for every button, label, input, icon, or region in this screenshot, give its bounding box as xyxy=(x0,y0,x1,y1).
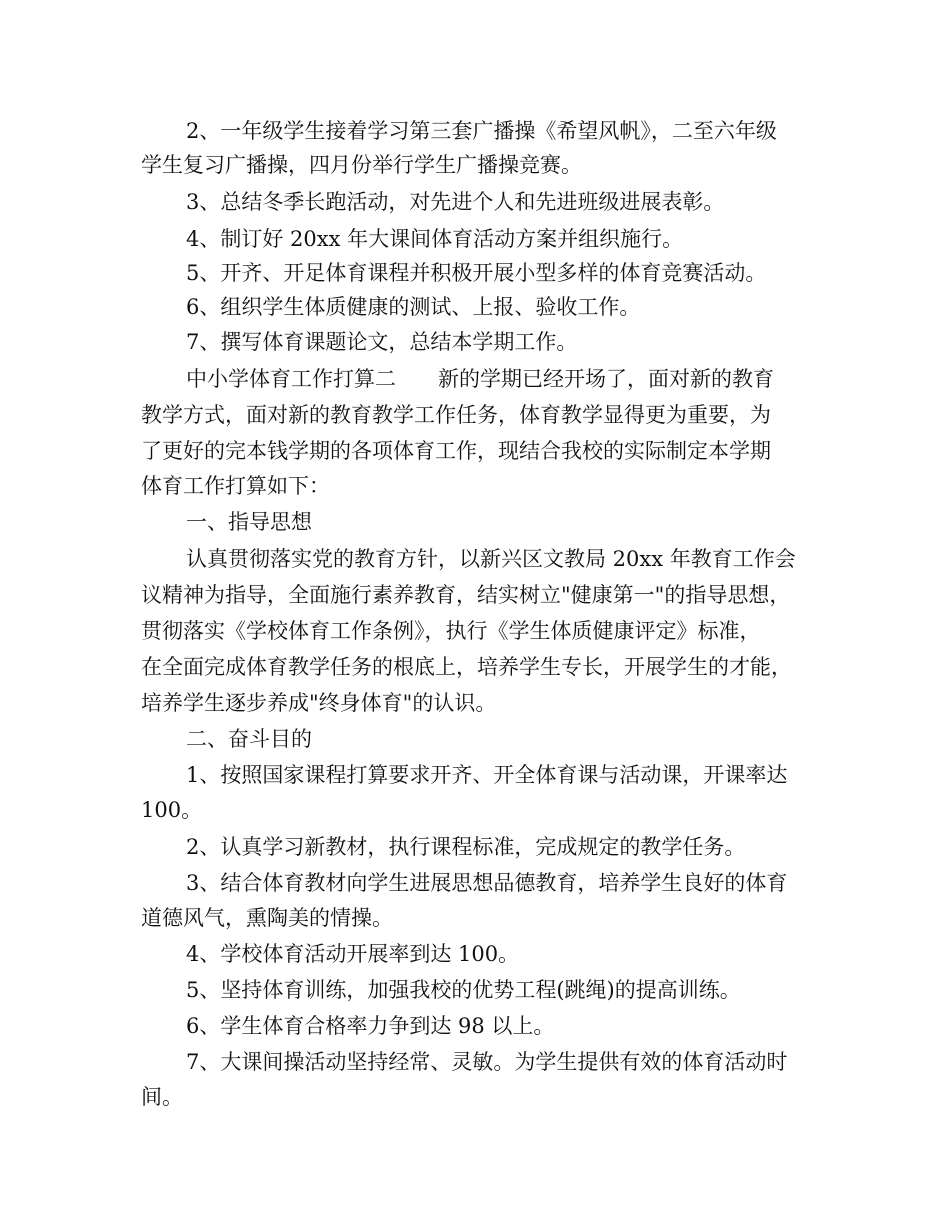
text-line: 4、制订好 20xx 年大课间体育活动方案并组织施行。 xyxy=(186,227,684,251)
text-line: 培养学生逐步养成"终身体育"的认识。 xyxy=(141,691,497,715)
text-line: 6、学生体育合格率力争到达 98 以上。 xyxy=(186,1014,555,1038)
text-line: 5、开齐、开足体育课程并积极开展小型多样的体育竞赛活动。 xyxy=(186,261,767,285)
text-line: 3、总结冬季长跑活动，对先进个人和先进班级进展表彰。 xyxy=(186,190,725,214)
text-line: 了更好的完本钱学期的各项体育工作，现结合我校的实际制定本学期 xyxy=(141,439,771,463)
text-line: 3、结合体育教材向学生进展思想品德教育，培养学生良好的体育 xyxy=(186,871,788,895)
text-line: 议精神为指导，全面施行素养教育，结实树立"健康第一"的指导思想， xyxy=(141,583,791,607)
text-line: 中小学体育工作打算二 新的学期已经开场了，面对新的教育 xyxy=(186,367,774,391)
text-line: 2、一年级学生接着学习第三套广播操《希望风帆》，二至六年级 xyxy=(186,119,777,143)
text-line: 在全面完成体育教学任务的根底上，培养学生专长，开展学生的才能， xyxy=(141,655,792,679)
text-line: 6、组织学生体质健康的测试、上报、验收工作。 xyxy=(186,295,641,319)
text-line: 100。 xyxy=(141,798,203,822)
text-line: 认真贯彻落实党的教育方针，以新兴区文教局 20xx 年教育工作会 xyxy=(186,547,796,571)
text-line: 1、按照国家课程打算要求开齐、开全体育课与活动课，开课率达 xyxy=(186,763,788,787)
text-line: 学生复习广播操，四月份举行学生广播操竞赛。 xyxy=(141,153,582,177)
text-line: 2、认真学习新教材，执行课程标准，完成规定的教学任务。 xyxy=(186,835,746,859)
text-line: 4、学校体育活动开展率到达 100。 xyxy=(186,942,520,966)
text-line: 贯彻落实《学校体育工作条例》，执行《学生体质健康评定》标准， xyxy=(141,619,761,643)
text-line: 间。 xyxy=(141,1085,183,1109)
section-heading: 二、奋斗目的 xyxy=(186,727,312,751)
text-line: 教学方式，面对新的教育教学工作任务，体育教学显得更为重要，为 xyxy=(141,403,771,427)
text-line: 7、大课间操活动坚持经常、灵敏。为学生提供有效的体育活动时 xyxy=(186,1050,788,1074)
text-line: 道德风气，熏陶美的情操。 xyxy=(141,906,393,930)
section-heading: 一、指导思想 xyxy=(186,510,312,534)
text-line: 5、坚持体育训练，加强我校的优势工程(跳绳)的提高训练。 xyxy=(186,978,741,1002)
text-line: 体育工作打算如下： xyxy=(141,474,330,498)
text-line: 7、撰写体育课题论文，总结本学期工作。 xyxy=(186,330,578,354)
